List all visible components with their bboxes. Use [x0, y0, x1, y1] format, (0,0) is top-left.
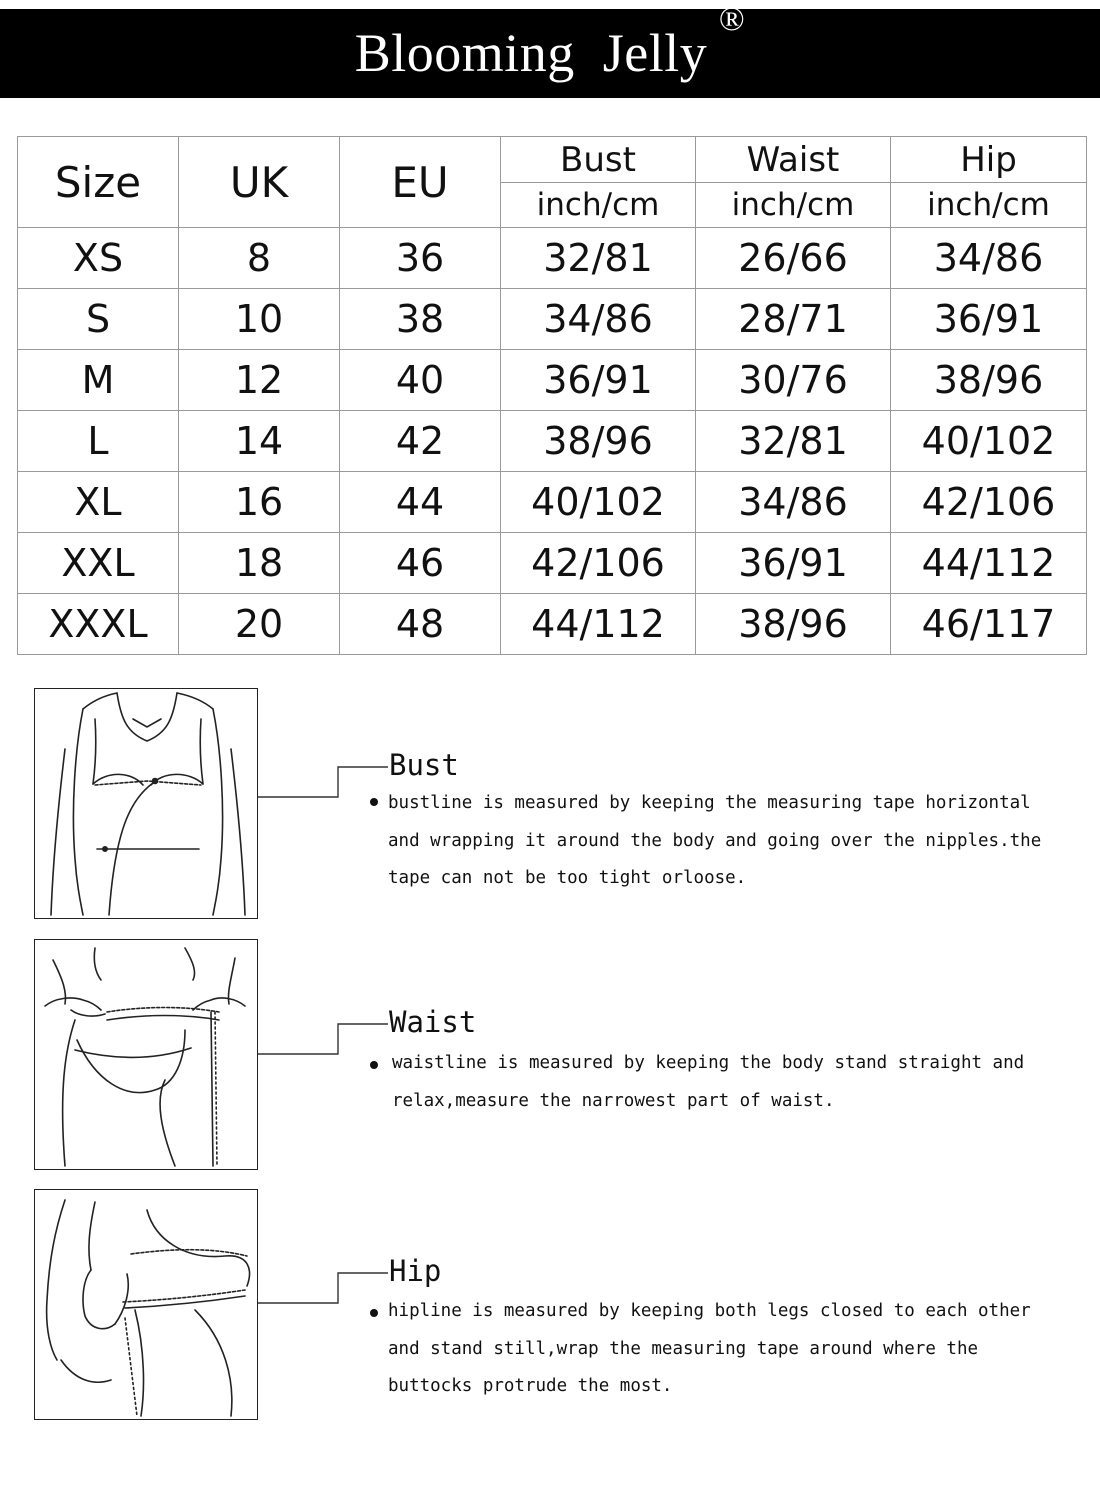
- brand-title: [354, 1, 746, 98]
- waist-line-1: waistline is measured by keeping the body stand straight and: [392, 1053, 1025, 1073]
- bust-title: Bust: [389, 748, 459, 782]
- header-bust-unit: inch/cm: [501, 183, 696, 228]
- hip-leader-line: [258, 1189, 388, 1422]
- header-bust: Bust: [501, 137, 696, 183]
- cell-uk: 10: [179, 289, 340, 350]
- cell-uk: 12: [179, 350, 340, 411]
- cell-hip: 46/117: [891, 594, 1087, 655]
- cell-waist: 36/91: [696, 533, 891, 594]
- header-size: Size: [18, 137, 179, 228]
- cell-eu: 42: [340, 411, 501, 472]
- cell-uk: 20: [179, 594, 340, 655]
- cell-waist: 34/86: [696, 472, 891, 533]
- waist-line-2: relax,measure the narrowest part of waist.: [392, 1090, 835, 1111]
- cell-eu: 36: [340, 228, 501, 289]
- cell-eu: 46: [340, 533, 501, 594]
- cell-hip: 44/112: [891, 533, 1087, 594]
- table-row: [18, 289, 1087, 350]
- cell-uk: 14: [179, 411, 340, 472]
- hip-description: [388, 1293, 1078, 1406]
- cell-hip: 38/96: [891, 350, 1087, 411]
- cell-hip: 40/102: [891, 411, 1087, 472]
- cell-eu: 48: [340, 594, 501, 655]
- waist-description: [392, 1045, 1082, 1120]
- cell-eu: 38: [340, 289, 501, 350]
- cell-waist: 32/81: [696, 411, 891, 472]
- cell-size: XL: [18, 472, 179, 533]
- cell-hip: 42/106: [891, 472, 1087, 533]
- cell-eu: 40: [340, 350, 501, 411]
- hip-line-2: and stand still,wrap the measuring tape around where the: [388, 1338, 979, 1359]
- waist-leader-line: [258, 939, 388, 1172]
- bust-illustration: [34, 688, 258, 919]
- table-header-row: [18, 137, 1087, 183]
- bust-leader-line: [258, 688, 388, 921]
- bust-line-1: bustline is measured by keeping the measuring tape horizontal: [388, 793, 1031, 813]
- hip-bullet: [370, 1309, 378, 1317]
- hip-title: Hip: [389, 1254, 442, 1288]
- bust-section: [0, 688, 1100, 921]
- cell-uk: 16: [179, 472, 340, 533]
- waist-illustration: [34, 939, 258, 1170]
- header-hip: Hip: [891, 137, 1087, 183]
- cell-size: S: [18, 289, 179, 350]
- header-waist-unit: inch/cm: [696, 183, 891, 228]
- brand-name: Blooming Jelly: [354, 23, 708, 83]
- cell-waist: 28/71: [696, 289, 891, 350]
- waist-section: [0, 939, 1100, 1172]
- cell-bust: 42/106: [501, 533, 696, 594]
- hip-line-1: hipline is measured by keeping both legs closed to each other: [388, 1301, 1031, 1321]
- cell-waist: 26/66: [696, 228, 891, 289]
- cell-bust: 44/112: [501, 594, 696, 655]
- hip-section: [0, 1189, 1100, 1422]
- table-row: [18, 594, 1087, 655]
- bust-line-3: tape can not be too tight orloose.: [388, 868, 747, 888]
- waist-bullet: [370, 1061, 378, 1069]
- size-chart-table: [17, 136, 1087, 655]
- cell-eu: 44: [340, 472, 501, 533]
- table-row: [18, 533, 1087, 594]
- table-row: [18, 228, 1087, 289]
- waist-title: Waist: [389, 1005, 477, 1039]
- bust-line-2: and wrapping it around the body and going over the nipples.the: [388, 830, 1042, 851]
- table-row: [18, 472, 1087, 533]
- table-row: [18, 350, 1087, 411]
- cell-uk: 18: [179, 533, 340, 594]
- header-waist: Waist: [696, 137, 891, 183]
- header-hip-unit: inch/cm: [891, 183, 1087, 228]
- hip-line-3: buttocks protrude the most.: [388, 1376, 673, 1396]
- cell-size: L: [18, 411, 179, 472]
- cell-hip: 34/86: [891, 228, 1087, 289]
- cell-size: XXXL: [18, 594, 179, 655]
- brand-header: [0, 1, 1100, 98]
- cell-size: M: [18, 350, 179, 411]
- bust-bullet: [370, 798, 378, 806]
- cell-uk: 8: [179, 228, 340, 289]
- cell-size: XXL: [18, 533, 179, 594]
- hip-illustration: [34, 1189, 258, 1420]
- header-uk: UK: [179, 137, 340, 228]
- cell-hip: 36/91: [891, 289, 1087, 350]
- cell-bust: 32/81: [501, 228, 696, 289]
- table-row: [18, 411, 1087, 472]
- cell-bust: 38/96: [501, 411, 696, 472]
- cell-bust: 34/86: [501, 289, 696, 350]
- cell-bust: 36/91: [501, 350, 696, 411]
- cell-waist: 30/76: [696, 350, 891, 411]
- registered-mark: ®: [718, 1, 746, 38]
- cell-waist: 38/96: [696, 594, 891, 655]
- header-eu: EU: [340, 137, 501, 228]
- bust-description: [388, 785, 1078, 898]
- cell-size: XS: [18, 228, 179, 289]
- cell-bust: 40/102: [501, 472, 696, 533]
